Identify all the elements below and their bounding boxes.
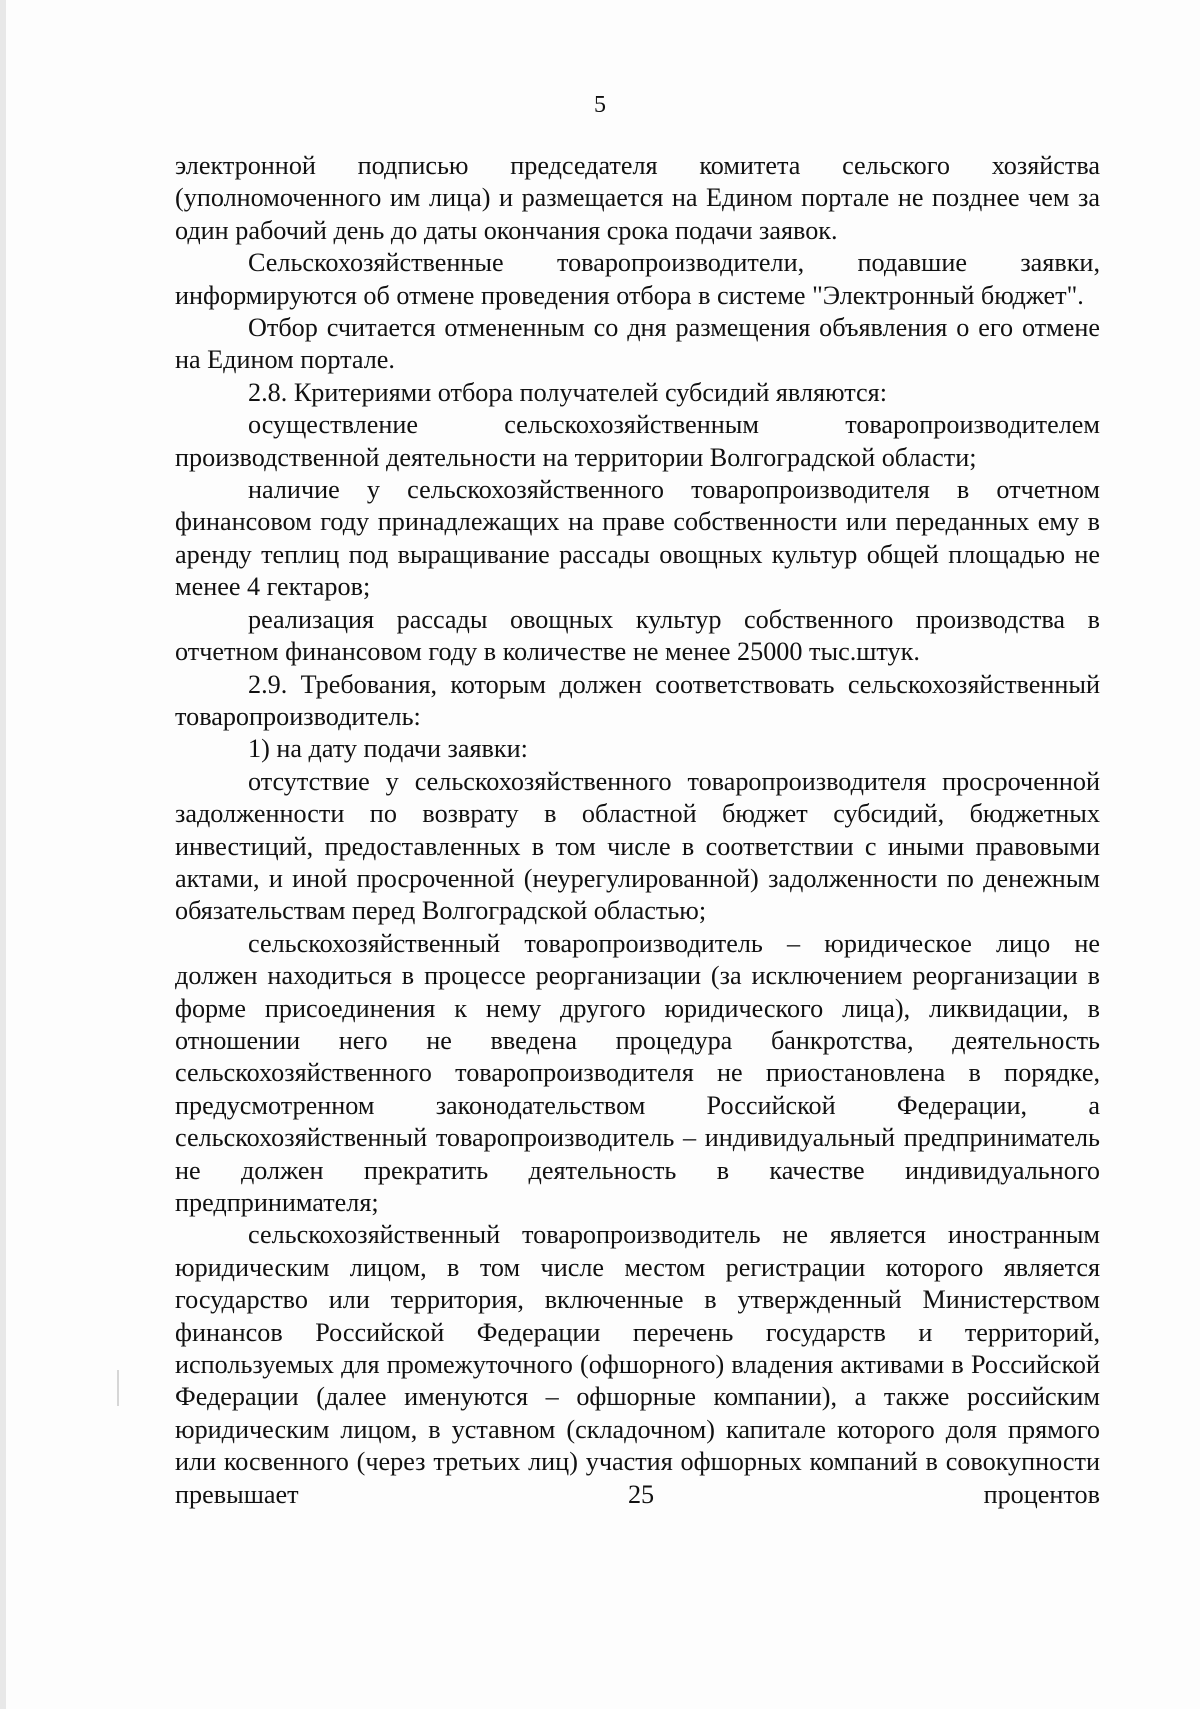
paragraph-continuation: электронной подписью председателя комитета сельского хозяйства (уполномоченного им лица) и размещается на Едином портале не позднее чем за один рабочий день до даты окончания срока подачи заявок. [175,151,1100,245]
section-2-8-heading: 2.8. Критериями отбора получателей субсидий являются: [248,377,887,407]
criterion-seedlings: реализация рассады овощных культур собственного производства в отчетном финансовом году в количестве не менее 25000 тыс.штук. [175,604,1100,667]
criterion-territory: осуществление сельскохозяйственным товаропроизводителем производственной деятельности на территории Волгоградской области; [175,410,1100,472]
section-2-9-heading: 2.9. Требования, которым должен соответствовать сельскохозяйственный товаропроизводитель: [175,669,1100,731]
requirement-no-reorganization: сельскохозяйственный товаропроизводитель – юридическое лицо не должен находиться в процессе реорганизации (за исключением реорганизации в форме присоединения к нему другого юридического лица), ликвидации, в отношении него не введена процедура банкротства, деятельность сельскохозяйственного товаропроизводителя не приостановлена в порядке, предусмотренном законодательством Российской Федерации, а сельскохозяйственный товаропроизводитель – индивидуальный предприниматель не должен прекратить деятельность в качестве индивидуального предпринимателя; [175,928,1100,1217]
paragraph-cancellation: Отбор считается отмененным со дня размещения объявления о его отмене на Едином портале. [175,313,1100,375]
page-number: 5 [594,92,606,118]
requirement-date-heading: 1) на дату подачи заявки: [248,734,528,764]
requirement-not-offshore: сельскохозяйственный товаропроизводитель не является иностранным юридическим лицом, в том числе местом регистрации которого является государство или территория, включенные в утвержденный Министерством финансов Российской Федерации перечень государств и территорий, используемых для промежуточного (офшорного) владения активами в Российской Федерации (далее именуются – офшорные компании), а также российским юридическим лицом, в уставном (складочном) капитале которого доля прямого или косвенного (через третьих лиц) участия офшорных компаний в совокупности превышает 25 процентов [175,1220,1100,1509]
criterion-greenhouses: наличие у сельскохозяйственного товаропроизводителя в отчетном финансовом году принадлежащих на праве собственности или переданных ему в аренду теплиц под выращивание рассады овощных культур общей площадью не менее 4 гектаров; [175,475,1100,602]
requirement-no-debt: отсутствие у сельскохозяйственного товаропроизводителя просроченной задолженности по возврату в областной бюджет субсидий, бюджетных инвестиций, предоставленных в том числе в соответствии с иными правовыми актами, и иной просроченной (неурегулированной) задолженности по денежным обязательствам перед Волгоградской областью; [175,766,1100,926]
document-body [175,150,1100,1511]
paragraph-notification: Сельскохозяйственные товаропроизводители, подавшие заявки, информируются об отмене проведения отбора в системе "Электронный бюджет". [175,248,1100,310]
scan-artifact [117,1370,119,1406]
